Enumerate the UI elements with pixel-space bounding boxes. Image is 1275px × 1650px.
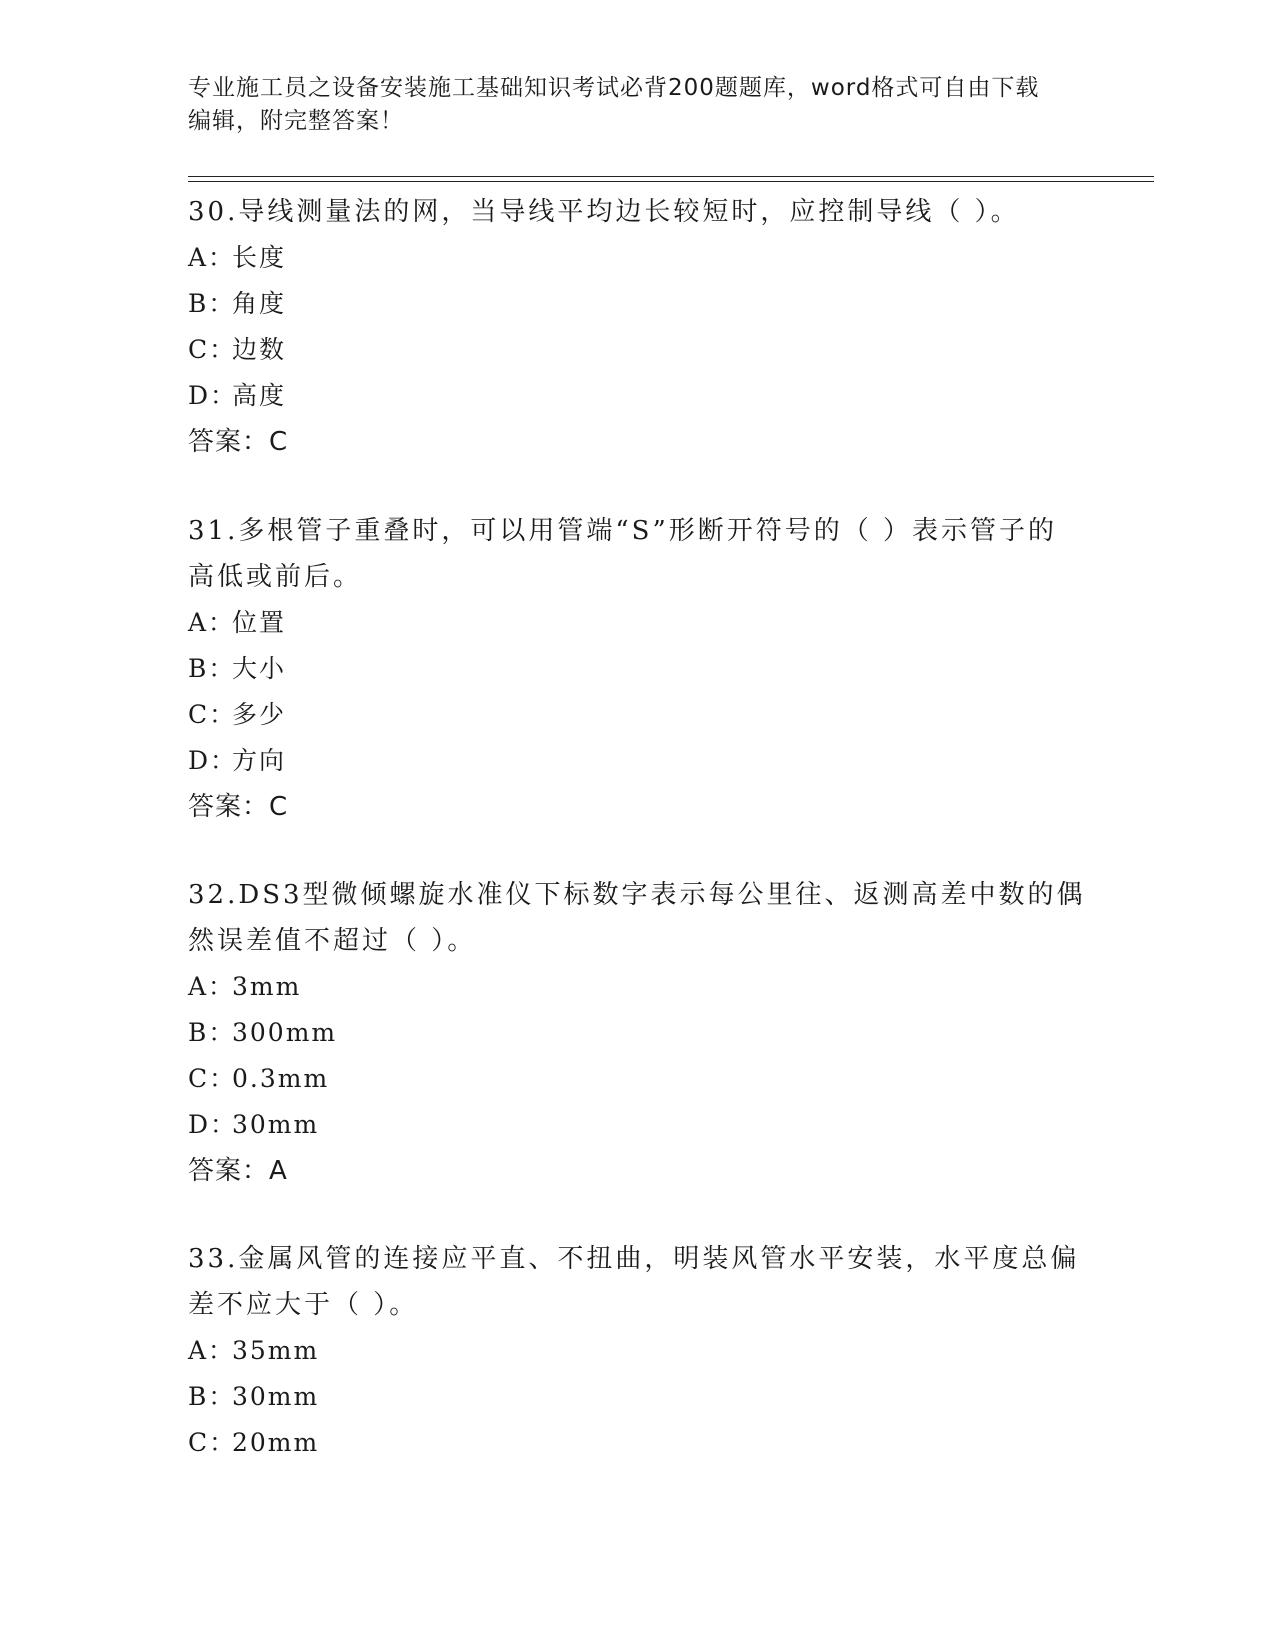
answer-line: 答案：C <box>188 427 289 457</box>
option-d <box>188 373 1088 419</box>
option-text: 30mm <box>232 1382 320 1411</box>
document-header <box>188 72 1088 138</box>
option-text: 35mm <box>232 1336 320 1365</box>
question-32 <box>188 872 1088 1194</box>
question-stem-continued: 高低或前后。 <box>188 562 363 592</box>
option-d <box>188 738 1088 784</box>
option-a <box>188 235 1088 281</box>
option-key: B： <box>188 1018 236 1047</box>
option-key: D： <box>188 746 238 775</box>
option-key: C： <box>188 1064 237 1093</box>
question-stem: 32.DS3型微倾螺旋水准仪下标数字表示每公里往、返测高差中数的偶 <box>188 880 1086 910</box>
option-key: A： <box>188 972 236 1001</box>
option-text: 0.3mm <box>232 1064 330 1093</box>
option-b <box>188 646 1088 692</box>
question-stem-continued: 差不应大于（ ）。 <box>188 1290 419 1320</box>
option-text: 大小 <box>232 654 287 683</box>
question-33 <box>188 1236 1088 1466</box>
option-key: B： <box>188 654 236 683</box>
option-a <box>188 600 1088 646</box>
option-key: D： <box>188 1110 238 1139</box>
option-text: 3mm <box>232 972 302 1001</box>
option-c <box>188 692 1088 738</box>
option-text: 30mm <box>232 1110 320 1139</box>
option-text: 长度 <box>232 243 287 272</box>
option-text: 多少 <box>232 700 287 729</box>
option-text: 方向 <box>232 746 287 775</box>
option-text: 高度 <box>232 381 287 410</box>
option-text: 300mm <box>232 1018 338 1047</box>
question-31 <box>188 508 1088 830</box>
question-stem: 31.多根管子重叠时，可以用管端“S”形断开符号的（ ）表示管子的 <box>188 516 1058 546</box>
question-30 <box>188 189 1088 465</box>
option-a <box>188 1328 1088 1374</box>
header-divider-top <box>188 176 1154 177</box>
option-c <box>188 1420 1088 1466</box>
option-b <box>188 281 1088 327</box>
option-d <box>188 1102 1088 1148</box>
option-c <box>188 1056 1088 1102</box>
option-key: A： <box>188 243 236 272</box>
option-text: 20mm <box>232 1428 320 1457</box>
option-text: 边数 <box>232 335 287 364</box>
option-b <box>188 1374 1088 1420</box>
option-key: C： <box>188 700 237 729</box>
header-divider-bottom <box>188 181 1154 182</box>
option-c <box>188 327 1088 373</box>
option-text: 位置 <box>232 608 287 637</box>
option-b <box>188 1010 1088 1056</box>
option-text: 角度 <box>232 289 287 318</box>
option-key: C： <box>188 1428 237 1457</box>
answer-line: 答案：C <box>188 792 289 822</box>
option-key: A： <box>188 608 236 637</box>
option-key: B： <box>188 1382 236 1411</box>
question-stem: 33.金属风管的连接应平直、不扭曲，明装风管水平安装，水平度总偏 <box>188 1244 1080 1274</box>
option-key: A： <box>188 1336 236 1365</box>
question-stem-continued: 然误差值不超过（ ）。 <box>188 926 477 956</box>
option-key: C： <box>188 335 237 364</box>
option-key: D： <box>188 381 238 410</box>
header-title-line-2: 编辑，附完整答案！ <box>188 108 404 134</box>
question-stem: 30.导线测量法的网，当导线平均边长较短时，应控制导线（ ）。 <box>188 197 1020 227</box>
option-a <box>188 964 1088 1010</box>
option-key: B： <box>188 289 236 318</box>
header-title-line-1: 专业施工员之设备安装施工基础知识考试必背200题题库，word格式可自由下载 <box>188 75 1040 101</box>
answer-line: 答案：A <box>188 1156 288 1186</box>
